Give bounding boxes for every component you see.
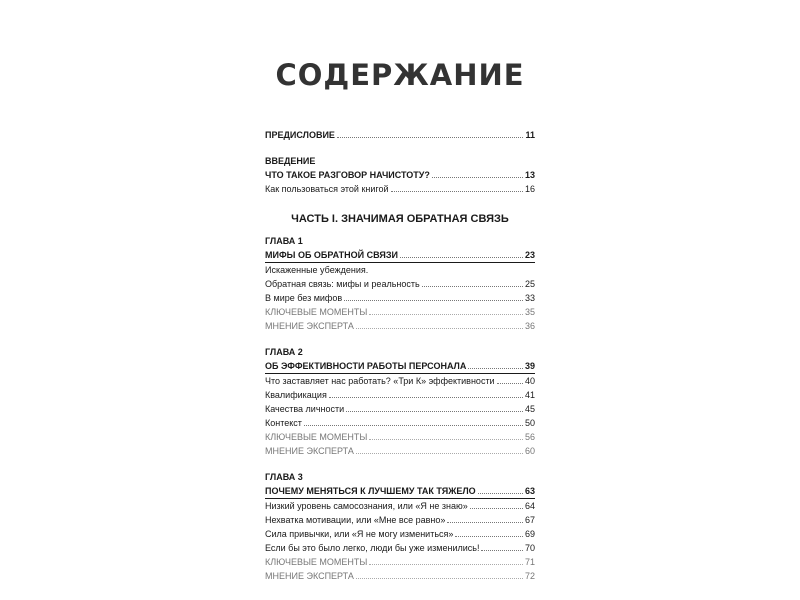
intro-heading: ВВЕДЕНИЕ: [265, 156, 316, 166]
toc-page-number: 72: [524, 571, 535, 581]
toc-page-number: 41: [524, 390, 535, 400]
toc-entry-label: КЛЮЧЕВЫЕ МОМЕНТЫ: [265, 307, 368, 317]
leader-dots: [329, 396, 523, 398]
table-of-contents: [265, 128, 535, 583]
toc-page-number: 39: [524, 361, 535, 371]
toc-entry-label: Если бы это было легко, люди бы уже изменились!: [265, 543, 480, 553]
leader-dots: [470, 507, 523, 509]
toc-entry: [265, 416, 535, 430]
toc-page-number: 70: [524, 543, 535, 553]
toc-entry-label: Как пользоваться этой книгой: [265, 184, 389, 194]
toc-page-number: 71: [524, 557, 535, 567]
chapter-title: [265, 359, 535, 374]
leader-dots: [369, 438, 523, 440]
leader-dots: [432, 176, 523, 178]
toc-entry: [265, 541, 535, 555]
toc-page-number: 40: [524, 376, 535, 386]
toc-entry-preface: [265, 128, 535, 142]
toc-page-number: 33: [524, 293, 535, 303]
toc-entry-label: Нехватка мотивации, или «Мне все равно»: [265, 515, 446, 525]
leader-dots: [422, 285, 523, 287]
leader-dots: [447, 521, 523, 523]
chapter-title: [265, 248, 535, 263]
chapter-title: [265, 484, 535, 499]
toc-page-number: 23: [524, 250, 535, 260]
toc-entry-label: Квалификация: [265, 390, 327, 400]
part-heading: ЧАСТЬ I. ЗНАЧИМАЯ ОБРАТНАЯ СВЯЗЬ: [291, 213, 509, 225]
toc-entry: [265, 388, 535, 402]
page-title: СОДЕРЖАНИЕ: [275, 58, 525, 92]
toc-entry: [265, 374, 535, 388]
toc-entry-label: Качества личности: [265, 404, 345, 414]
toc-entry-label: КЛЮЧЕВЫЕ МОМЕНТЫ: [265, 432, 368, 442]
toc-entry-label: Искаженные убеждения.: [265, 265, 369, 275]
toc-page-number: 16: [524, 184, 535, 194]
toc-entry-label: В мире без мифов: [265, 293, 343, 303]
toc-entry: [265, 291, 535, 305]
leader-dots: [481, 549, 523, 551]
toc-page-number: 35: [524, 307, 535, 317]
toc-entry-label: МИФЫ ОБ ОБРАТНОЙ СВЯЗИ: [265, 250, 398, 260]
toc-entry-key-points: [265, 555, 535, 569]
toc-page-number: 56: [524, 432, 535, 442]
toc-entry-label: КЛЮЧЕВЫЕ МОМЕНТЫ: [265, 557, 368, 567]
toc-page-number: 64: [524, 501, 535, 511]
toc-entry: [265, 513, 535, 527]
toc-entry-label: ОБ ЭФФЕКТИВНОСТИ РАБОТЫ ПЕРСОНАЛА: [265, 361, 467, 371]
toc-page-number: 45: [524, 404, 535, 414]
toc-entry-label: МНЕНИЕ ЭКСПЕРТА: [265, 446, 354, 456]
toc-entry-intro-title: [265, 168, 535, 182]
toc-page-number: 13: [524, 170, 535, 180]
toc-entry-label: Что заставляет нас работать? «Три К» эффективности: [265, 376, 495, 386]
leader-dots: [455, 535, 523, 537]
toc-entry-label: Контекст: [265, 418, 302, 428]
toc-entry-label: Низкий уровень самосознания, или «Я не знаю»: [265, 501, 468, 511]
leader-dots: [369, 313, 523, 315]
toc-entry-label: Сила привычки, или «Я не могу измениться»: [265, 529, 454, 539]
leader-dots: [304, 424, 523, 426]
toc-entry-key-points: [265, 430, 535, 444]
toc-entry-label: ЧТО ТАКОЕ РАЗГОВОР НАЧИСТОТУ?: [265, 170, 430, 180]
leader-dots: [468, 367, 523, 369]
leader-dots: [369, 563, 523, 565]
toc-entry-label: МНЕНИЕ ЭКСПЕРТА: [265, 571, 354, 581]
toc-page-number: 11: [525, 130, 535, 140]
toc-entry: [265, 277, 535, 291]
toc-entry: [265, 527, 535, 541]
toc-entry-expert-opinion: [265, 319, 535, 333]
toc-entry-expert-opinion: [265, 444, 535, 458]
toc-entry-label: Обратная связь: мифы и реальность: [265, 279, 420, 289]
chapter-heading: ГЛАВА 3: [265, 472, 303, 482]
toc-entry-expert-opinion: [265, 569, 535, 583]
toc-page-number: 25: [524, 279, 535, 289]
toc-entry: [265, 263, 535, 277]
toc-entry-key-points: [265, 305, 535, 319]
toc-entry: [265, 499, 535, 513]
toc-entry-label: ПОЧЕМУ МЕНЯТЬСЯ К ЛУЧШЕМУ ТАК ТЯЖЕЛО: [265, 486, 476, 496]
toc-entry: [265, 402, 535, 416]
toc-page-number: 69: [524, 529, 535, 539]
toc-entry-label: ПРЕДИСЛОВИЕ: [265, 130, 335, 140]
leader-dots: [344, 299, 523, 301]
toc-entry-label: МНЕНИЕ ЭКСПЕРТА: [265, 321, 354, 331]
chapter-heading: ГЛАВА 2: [265, 347, 303, 357]
leader-dots: [356, 577, 523, 579]
toc-page-number: 63: [524, 486, 535, 496]
leader-dots: [356, 452, 523, 454]
toc-page-number: 50: [524, 418, 535, 428]
toc-page-number: 60: [524, 446, 535, 456]
chapter-heading: ГЛАВА 1: [265, 236, 303, 246]
leader-dots: [346, 410, 523, 412]
leader-dots: [497, 382, 523, 384]
toc-page-number: 67: [524, 515, 535, 525]
toc-page-number: 36: [524, 321, 535, 331]
leader-dots: [400, 256, 523, 258]
leader-dots: [356, 327, 523, 329]
leader-dots: [337, 136, 524, 138]
leader-dots: [478, 492, 523, 494]
toc-entry: [265, 182, 535, 196]
leader-dots: [391, 190, 523, 192]
